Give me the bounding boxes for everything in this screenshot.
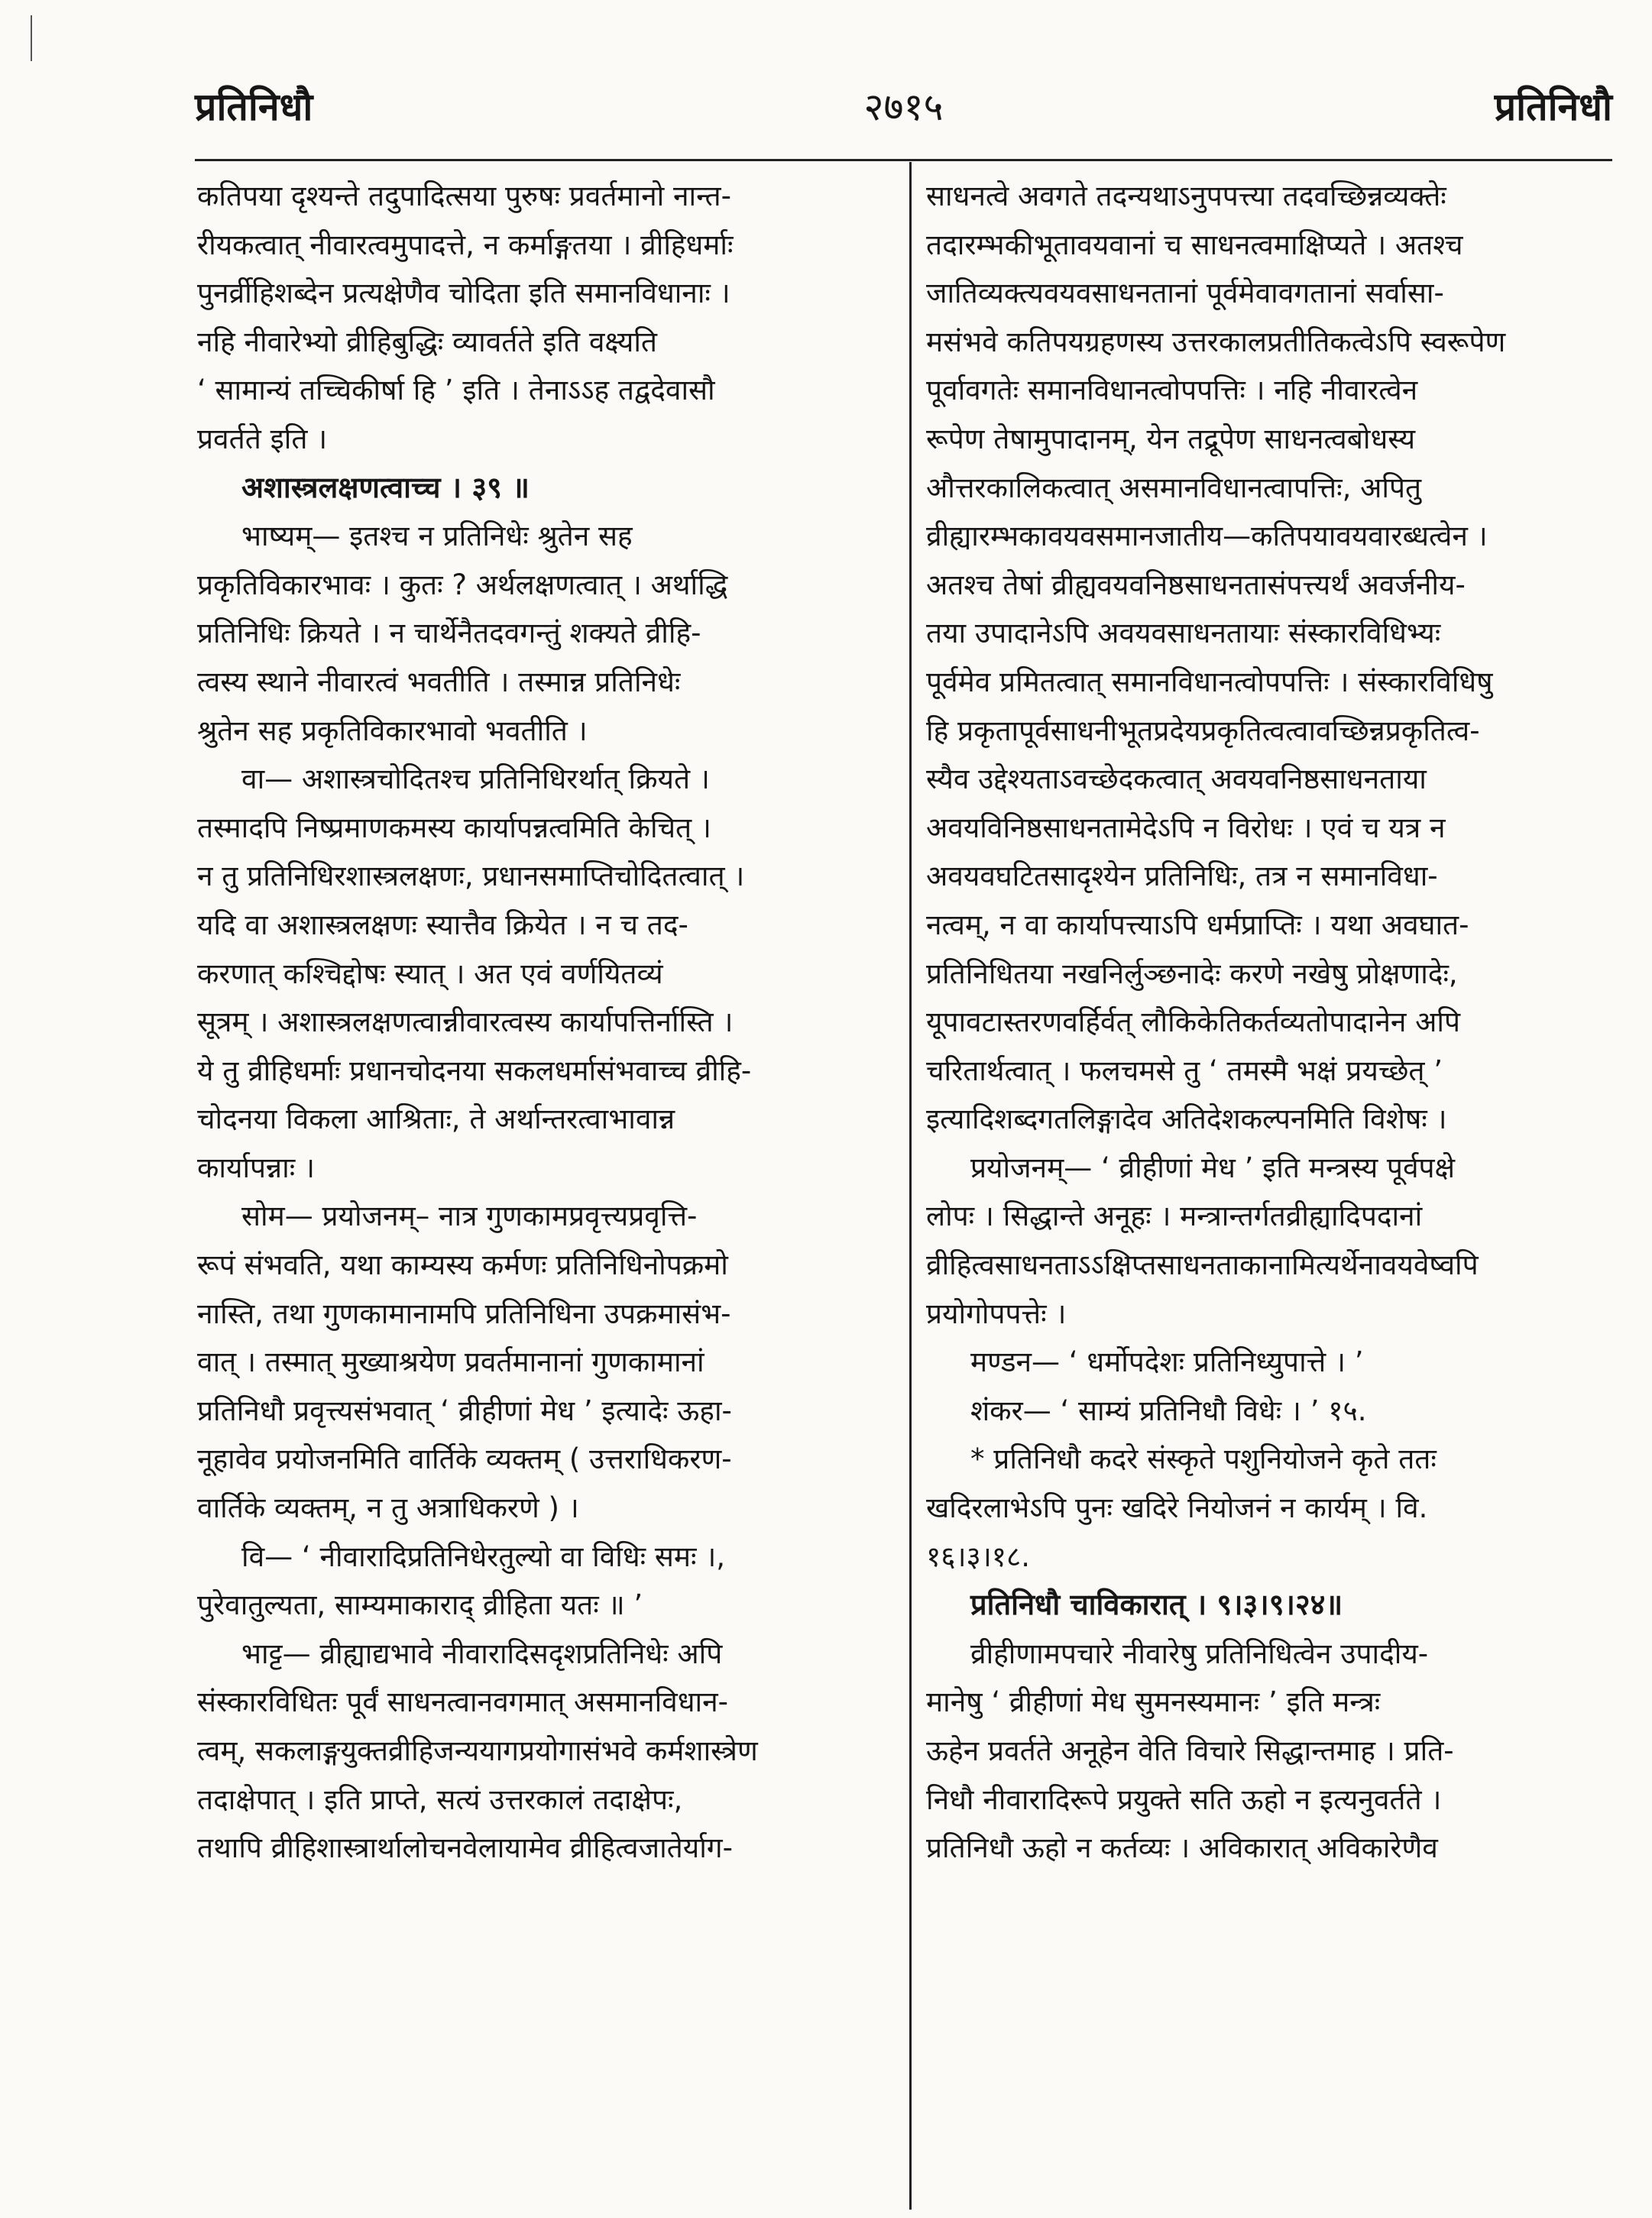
left-column-line: भाट्ट— व्रीह्याद्यभावे नीवारादिसदृशप्रतिनिधेः अपि [241,1637,723,1670]
left-column-line: प्रकृतिविकारभावः । कुतः ? अर्थलक्षणत्वात् । अर्थाद्धि [197,568,728,601]
right-column-line: प्रतिनिधौ ऊहो न कर्तव्यः । अविकारात् अविकारेणैव [926,1831,1438,1865]
left-column-line: तथापि व्रीहिशास्त्रार्थालोचनवेलायामेव व्रीहित्वजातेर्याग- [197,1831,733,1865]
header-left-word: प्रतिनिधौ [195,85,313,129]
left-column-line: न तु प्रतिनिधिरशास्त्रलक्षणः, प्रधानसमाप्तिचोदितत्वात् । [197,860,745,893]
left-column-line: तस्मादपि निष्प्रमाणकमस्य कार्यापन्नत्वमिति केचित् । [197,811,711,844]
right-column-line: पूर्वमेव प्रमितत्वात् समानविधानत्वोपपत्तिः । संस्कारविधिषु [926,665,1493,698]
left-column-line: वार्तिके व्यक्तम्, न तु अत्राधिकरणे ) । [197,1491,579,1525]
left-column-line: चोदनया विकला आश्रिताः, ते अर्थान्तरत्वाभावान्न [197,1103,675,1136]
left-column-line: रीयकत्वात् नीवारत्वमुपादत्ते, न कर्माङ्गतया । व्रीहिधर्माः [197,228,734,261]
left-column-line: रूपं संभवति, यथा काम्यस्य कर्मणः प्रतिनिधिनोपक्रमो [197,1248,728,1282]
header-right-word: प्रतिनिधौ [1494,85,1612,129]
right-column-line: प्रतिनिधितया नखनिर्लुञ्छनादेः करणे नखेषु प्रोक्षणादेः, [926,957,1458,990]
left-column-line: नास्ति, तथा गुणकामानामपि प्रतिनिधिना उपक्रमासंभ- [197,1297,731,1330]
left-column-line: प्रतिनिधिः क्रियते । न चार्थेनैतदवगन्तुं शक्यते व्रीहि- [197,617,701,650]
right-column-line: ऊहेन प्रवर्तते अनूहेन वेति विचारे सिद्धान्तमाह । प्रति- [926,1734,1454,1767]
right-column-line: रूपेण तेषामुपादानम्, येन तद्रूपेण साधनत्वबोधस्य [926,422,1416,455]
left-column-line: संस्कारविधितः पूर्वं साधनत्वानवगमात् असमानविधान- [197,1685,728,1719]
right-column-line: १६।३।१८. [926,1540,1031,1573]
right-column-line: प्रतिनिधौ चाविकारात् । ९।३।९।२४॥ [970,1588,1343,1622]
right-column-line: मसंभवे कतिपयग्रहणस्य उत्तरकालप्रतीतिकत्वेऽपि स्वरूपेण [926,325,1506,358]
left-column-line: त्वम्, सकलाङ्गयुक्तव्रीहिजन्ययागप्रयोगासंभवे कर्मशास्त्रेण [197,1734,758,1767]
right-column-line: खदिरलाभेऽपि पुनः खदिरे नियोजनं न कार्यम् । वि. [926,1491,1428,1525]
left-column-line: सोम— प्रयोजनम्– नात्र गुणकामप्रवृत्त्यप्रवृत्ति- [241,1200,698,1233]
left-column-line: ये तु व्रीहिधर्माः प्रधानचोदनया सकलधर्मासंभवाच्च व्रीहि- [197,1054,752,1087]
left-column-line: अशास्त्रलक्षणत्वाच्च । ३९ ॥ [241,470,530,504]
header-rule [195,159,1612,161]
right-column-line: औत्तरकालिकत्वात् असमानविधानत्वापत्तिः, अपितु [926,471,1422,504]
right-column-line: जातिव्यक्त्यवयवसाधनतानां पूर्वमेवावगतानां सर्वासा- [926,277,1444,310]
margin-mark [31,15,32,61]
right-column-line: हि प्रकृतापूर्वसाधनीभूतप्रदेयप्रकृतित्वत्वावच्छिन्नप्रकृतित्व- [926,714,1480,747]
left-column-line: सूत्रम् । अशास्त्रलक्षणत्वान्नीवारत्वस्य कार्यापत्तिर्नास्ति । [197,1005,734,1039]
right-column-line: तदारम्भकीभूतावयवानां च साधनत्वमाक्षिप्यते । अतश्च [926,228,1463,261]
right-column-line: अतश्च तेषां व्रीह्यवयवनिष्ठसाधनतासंपत्त्यर्थं अवर्जनीय- [926,568,1466,601]
left-column-line: वात् । तस्मात् मुख्याश्रयेण प्रवर्तमानानां गुणकामानां [197,1345,705,1379]
left-column-line: भाष्यम्— इतश्च न प्रतिनिधेः श्रुतेन सह [241,520,633,553]
left-column-line: वा— अशास्त्रचोदितश्च प्रतिनिधिरर्थात् क्रियते । [241,763,710,796]
left-column-line: वि— ‘ नीवारादिप्रतिनिधेरतुल्यो वा विधिः समः ।, [241,1540,725,1573]
left-column-line: कतिपया दृश्यन्ते तदुपादित्सया पुरुषः प्रवर्तमानो नान्त- [197,180,731,212]
right-column-line: व्रीहित्वसाधनताऽऽक्षिप्तसाधनताकानामित्यर्थेनावयवेष्वपि [926,1248,1479,1282]
left-column-line: श्रुतेन सह प्रकृतिविकारभावो भवतीति । [197,714,588,747]
right-column-line: व्रीहीणामपचारे नीवारेषु प्रतिनिधित्वेन उपादीय- [970,1637,1429,1670]
column-divider [909,162,912,2210]
left-column-line: पुरेवातुल्यता, साम्यमाकाराद् व्रीहिता यतः ॥ ’ [197,1588,643,1622]
right-column-line: चरितार्थत्वात् । फलचमसे तु ‘ तमस्मै भक्षं प्रयच्छेत् ’ [926,1054,1443,1087]
left-column-line: यदि वा अशास्त्रलक्षणः स्यात्तैव क्रियेत । न च तद- [197,908,688,941]
right-column-line: लोपः । सिद्धान्ते अनूहः । मन्त्रान्तर्गतव्रीह्यादिपदानां [926,1200,1423,1233]
right-column-line: मण्डन— ‘ धर्मोपदेशः प्रतिनिध्युपात्ते । ’ [970,1345,1364,1379]
right-column-line: शंकर— ‘ साम्यं प्रतिनिधौ विधेः । ’ १५. [970,1394,1367,1427]
left-column-line: प्रतिनिधौ प्रवृत्त्यसंभवात् ‘ व्रीहीणां मेध ’ इत्यादेः ऊहा- [197,1394,732,1427]
right-column [926,172,1614,2212]
page-header [195,73,1612,141]
right-column-line: साधनत्वे अवगते तदन्यथाऽनुपपत्त्या तदवच्छिन्नव्यक्तेः [926,180,1446,212]
left-column-line: पुनर्व्रीहिशब्देन प्रत्यक्षेणैव चोदिता इति समानविधानाः । [197,277,730,310]
left-column-line: तदाक्षेपात् । इति प्राप्ते, सत्यं उत्तरकालं तदाक्षेपः, [197,1782,683,1816]
right-column-line: प्रयोगोपपत्तेः । [926,1297,1067,1330]
right-column-line: अवयविनिष्ठसाधनतामेदेऽपि न विरोधः । एवं च यत्र न [926,811,1446,844]
right-column-line: * प्रतिनिधौ कदरे संस्कृते पशुनियोजने कृते ततः [970,1443,1437,1476]
page-number: २७१५ [863,85,944,129]
right-column-line: तया उपादानेऽपि अवयवसाधनतायाः संस्कारविधिभ्यः [926,617,1441,650]
right-column-line: स्यैव उद्देश्यताऽवच्छेदकत्वात् अवयवनिष्ठसाधनताया [926,763,1427,796]
right-column-line: निधौ नीवारादिरूपे प्रयुक्ते सति ऊहो न इत्यनुवर्तते । [926,1782,1442,1816]
right-column-line: पूर्वावगतेः समानविधानत्वोपपत्तिः । नहि नीवारत्वेन [926,374,1418,407]
left-column-line: नूहावेव प्रयोजनमिति वार्तिके व्यक्तम् ( उत्तराधिकरण- [197,1443,732,1476]
left-column-line: प्रवर्तते इति । [197,422,328,455]
left-column [197,172,885,2212]
right-column-line: इत्यादिशब्दगतलिङ्गादेव अतिदेशकल्पनमिति विशेषः । [926,1103,1447,1136]
right-column-line: व्रीह्यारम्भकावयवसमानजातीय—कतिपयावयवारब्धत्वेन । [926,520,1488,553]
left-column-line: त्वस्य स्थाने नीवारत्वं भवतीति । तस्मान्न प्रतिनिधेः [197,665,681,698]
left-column-line: नहि नीवारेभ्यो व्रीहिबुद्धिः व्यावर्तते इति वक्ष्यति [197,325,658,358]
right-column-line: यूपावटास्तरणवर्हिर्वत् लौकिकेतिकर्तव्यतोपादानेन अपि [926,1005,1461,1039]
right-column-line: नत्वम्, न वा कार्यापत्त्याऽपि धर्मप्राप्तिः । यथा अवघात- [926,908,1469,941]
left-column-line: ‘ सामान्यं तच्चिकीर्षा हि ’ इति । तेनाऽऽह तद्वदेवासौ [197,374,715,407]
left-column-line: करणात् कश्चिद्दोषः स्यात् । अत एवं वर्णयितव्यं [197,957,663,990]
left-column-line: कार्यापन्नाः । [197,1151,315,1184]
right-column-line: मानेषु ‘ व्रीहीणां मेध सुमनस्यमानः ’ इति मन्त्रः [926,1685,1381,1719]
right-column-line: प्रयोजनम्— ‘ व्रीहीणां मेध ’ इति मन्त्रस्य पूर्वपक्षे [970,1151,1456,1184]
right-column-line: अवयवघटितसादृश्येन प्रतिनिधिः, तत्र न समानविधा- [926,860,1438,893]
